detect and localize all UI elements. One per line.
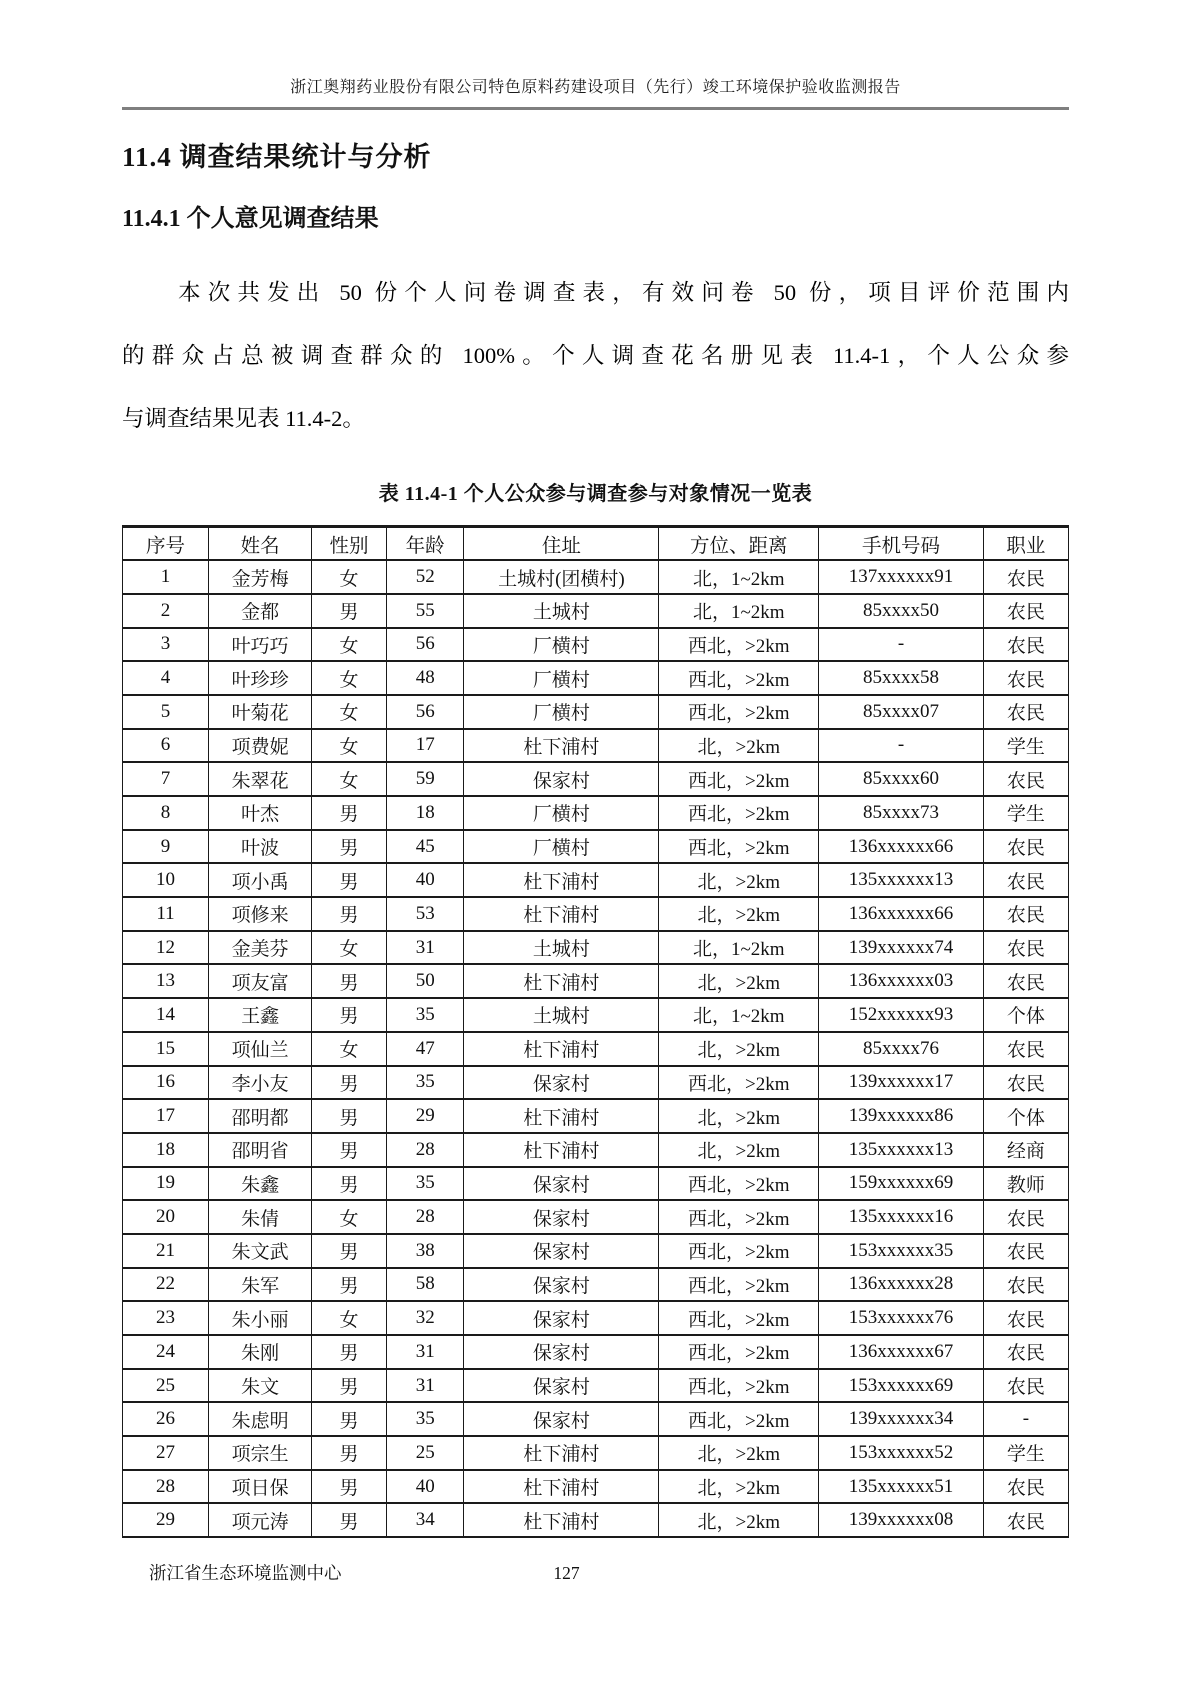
column-header-name: 姓名 xyxy=(209,527,312,561)
table-cell: 25 xyxy=(386,1436,464,1470)
table-cell: 2 xyxy=(123,594,209,628)
table-cell: 西北，>2km xyxy=(659,830,819,864)
table-cell: 27 xyxy=(123,1436,209,1470)
table-cell: 土城村 xyxy=(464,998,659,1032)
table-cell: 杜下浦村 xyxy=(464,863,659,897)
table-cell: 58 xyxy=(386,1268,464,1302)
table-cell: 男 xyxy=(312,1066,387,1100)
table-header xyxy=(123,527,1069,561)
table-cell: 农民 xyxy=(983,1234,1068,1268)
table-cell: 西北，>2km xyxy=(659,1268,819,1302)
table-cell: 8 xyxy=(123,796,209,830)
table-cell: 女 xyxy=(312,1032,387,1066)
table-cell: 北，>2km xyxy=(659,729,819,763)
table-cell: 48 xyxy=(386,661,464,695)
table-cell: 农民 xyxy=(983,931,1068,965)
table-cell: 北，1~2km xyxy=(659,594,819,628)
table-cell: 保家村 xyxy=(464,1200,659,1234)
table-cell: 保家村 xyxy=(464,1066,659,1100)
table-cell: 杜下浦村 xyxy=(464,1032,659,1066)
table-cell: 保家村 xyxy=(464,1167,659,1201)
table-cell: 15 xyxy=(123,1032,209,1066)
table-cell: 85xxxx60 xyxy=(819,762,984,796)
table-cell: 35 xyxy=(386,998,464,1032)
document-footer xyxy=(122,1561,1069,1585)
table-cell: 85xxxx73 xyxy=(819,796,984,830)
body-paragraph xyxy=(122,261,1069,450)
column-header-age: 年龄 xyxy=(386,527,464,561)
table-cell: 9 xyxy=(123,830,209,864)
table-cell: 女 xyxy=(312,695,387,729)
table-row xyxy=(123,830,1069,864)
table-cell: 153xxxxxx76 xyxy=(819,1301,984,1335)
table-cell: 女 xyxy=(312,729,387,763)
table-cell: 朱倩 xyxy=(209,1200,312,1234)
table-cell: 西北，>2km xyxy=(659,796,819,830)
subsection-heading: 11.4.1 个人意见调查结果 xyxy=(122,206,379,232)
table-cell: 西北，>2km xyxy=(659,661,819,695)
table-cell: 28 xyxy=(123,1470,209,1504)
table-cell: 西北，>2km xyxy=(659,1335,819,1369)
table-cell: 男 xyxy=(312,1234,387,1268)
table-cell: 土城村 xyxy=(464,931,659,965)
table-cell: 20 xyxy=(123,1200,209,1234)
table-cell: 农民 xyxy=(983,1470,1068,1504)
table-cell: 杜下浦村 xyxy=(464,1436,659,1470)
column-header-phone: 手机号码 xyxy=(819,527,984,561)
table-cell: 女 xyxy=(312,628,387,662)
table-cell: 北，1~2km xyxy=(659,998,819,1032)
table-cell: 西北，>2km xyxy=(659,1402,819,1436)
footer-organization: 浙江省生态环境监测中心 xyxy=(149,1563,342,1584)
table-cell: 邵明省 xyxy=(209,1133,312,1167)
table-row xyxy=(123,560,1069,594)
survey-table xyxy=(122,525,1069,1538)
table-cell: 个体 xyxy=(983,1099,1068,1133)
table-cell: 农民 xyxy=(983,560,1068,594)
table-cell: 农民 xyxy=(983,1301,1068,1335)
table-cell: 34 xyxy=(386,1503,464,1537)
table-cell: 北，1~2km xyxy=(659,560,819,594)
table-cell: 叶巧巧 xyxy=(209,628,312,662)
table-cell: 35 xyxy=(386,1167,464,1201)
table-cell: 王鑫 xyxy=(209,998,312,1032)
table-cell: 保家村 xyxy=(464,1369,659,1403)
table-cell: 男 xyxy=(312,1099,387,1133)
paragraph-line: 的群众占总被调查群众的 100%。个人调查花名册见表 11.4-1，个人公众参 xyxy=(122,343,1069,368)
table-cell: 农民 xyxy=(983,695,1068,729)
table-cell: 土城村 xyxy=(464,594,659,628)
table-cell: 男 xyxy=(312,1436,387,1470)
table-cell: 135xxxxxx51 xyxy=(819,1470,984,1504)
table-cell: 35 xyxy=(386,1066,464,1100)
table-row xyxy=(123,1335,1069,1369)
table-cell: 18 xyxy=(123,1133,209,1167)
table-cell: 17 xyxy=(386,729,464,763)
table-cell: 学生 xyxy=(983,1436,1068,1470)
table-cell: 项元涛 xyxy=(209,1503,312,1537)
table-cell: 项友富 xyxy=(209,964,312,998)
table-cell: 北，>2km xyxy=(659,863,819,897)
table-cell: 邵明都 xyxy=(209,1099,312,1133)
table-cell: 男 xyxy=(312,1268,387,1302)
table-cell: 153xxxxxx69 xyxy=(819,1369,984,1403)
table-cell: 136xxxxxx67 xyxy=(819,1335,984,1369)
table-cell: 18 xyxy=(386,796,464,830)
table-cell: 4 xyxy=(123,661,209,695)
table-cell: 朱翠花 xyxy=(209,762,312,796)
table-cell: 10 xyxy=(123,863,209,897)
table-cell: 85xxxx07 xyxy=(819,695,984,729)
table-cell: 7 xyxy=(123,762,209,796)
table-cell: 159xxxxxx69 xyxy=(819,1167,984,1201)
table-cell: 47 xyxy=(386,1032,464,1066)
table-cell: 项宗生 xyxy=(209,1436,312,1470)
table-cell: 西北，>2km xyxy=(659,1369,819,1403)
paragraph-line: 与调查结果见表 11.4-2。 xyxy=(122,406,365,431)
table-cell: 项修来 xyxy=(209,897,312,931)
table-cell: 朱文 xyxy=(209,1369,312,1403)
table-cell: 女 xyxy=(312,931,387,965)
table-cell: 56 xyxy=(386,695,464,729)
table-cell: 厂横村 xyxy=(464,796,659,830)
table-cell: 北，>2km xyxy=(659,1436,819,1470)
table-cell: 金美芬 xyxy=(209,931,312,965)
table-cell: 男 xyxy=(312,1402,387,1436)
table-cell: 北，>2km xyxy=(659,1470,819,1504)
table-cell: 男 xyxy=(312,594,387,628)
table-cell: 男 xyxy=(312,1369,387,1403)
table-cell: 13 xyxy=(123,964,209,998)
table-cell: 农民 xyxy=(983,830,1068,864)
table-cell: 男 xyxy=(312,863,387,897)
table-cell: 农民 xyxy=(983,628,1068,662)
table-cell: 保家村 xyxy=(464,1335,659,1369)
table-cell: 北，1~2km xyxy=(659,931,819,965)
table-cell: 农民 xyxy=(983,762,1068,796)
table-cell: 叶杰 xyxy=(209,796,312,830)
table-cell: 西北，>2km xyxy=(659,1234,819,1268)
table-cell: 136xxxxxx66 xyxy=(819,830,984,864)
table-cell: 农民 xyxy=(983,964,1068,998)
table-cell: 厂横村 xyxy=(464,628,659,662)
table-cell: 土城村(团横村) xyxy=(464,560,659,594)
table-cell: 21 xyxy=(123,1234,209,1268)
table-cell: 136xxxxxx28 xyxy=(819,1268,984,1302)
table-cell: 23 xyxy=(123,1301,209,1335)
table-cell: 女 xyxy=(312,1301,387,1335)
table-row xyxy=(123,1167,1069,1201)
table-body xyxy=(123,560,1069,1537)
table-cell: 19 xyxy=(123,1167,209,1201)
table-cell: 项小禹 xyxy=(209,863,312,897)
table-cell: 农民 xyxy=(983,1503,1068,1537)
table-cell: 31 xyxy=(386,1335,464,1369)
table-cell: 学生 xyxy=(983,729,1068,763)
table-cell: 40 xyxy=(386,1470,464,1504)
table-cell: 男 xyxy=(312,964,387,998)
table-cell: 1 xyxy=(123,560,209,594)
table-row xyxy=(123,796,1069,830)
table-cell: 52 xyxy=(386,560,464,594)
table-cell: 男 xyxy=(312,830,387,864)
table-cell: 男 xyxy=(312,796,387,830)
table-cell: 5 xyxy=(123,695,209,729)
table-cell: 厂横村 xyxy=(464,830,659,864)
column-header-gender: 性别 xyxy=(312,527,387,561)
table-cell: 28 xyxy=(386,1200,464,1234)
table-cell: 85xxxx76 xyxy=(819,1032,984,1066)
table-cell: 26 xyxy=(123,1402,209,1436)
table-row xyxy=(123,1402,1069,1436)
table-row xyxy=(123,628,1069,662)
table-cell: 31 xyxy=(386,931,464,965)
table-cell: 金都 xyxy=(209,594,312,628)
table-cell: 136xxxxxx66 xyxy=(819,897,984,931)
table-row xyxy=(123,729,1069,763)
paragraph-line: 本次共发出 50 份个人问卷调查表，有效问卷 50 份，项目评价范围内 xyxy=(178,280,1069,305)
table-cell: 保家村 xyxy=(464,1234,659,1268)
table-cell: 29 xyxy=(123,1503,209,1537)
table-cell: 17 xyxy=(123,1099,209,1133)
table-cell: 朱军 xyxy=(209,1268,312,1302)
table-cell: 农民 xyxy=(983,1032,1068,1066)
table-cell: 保家村 xyxy=(464,1402,659,1436)
document-header-title: 浙江奥翔药业股份有限公司特色原料药建设项目（先行）竣工环境保护验收监测报告 xyxy=(290,79,901,96)
section-heading: 11.4 调查结果统计与分析 xyxy=(122,142,432,172)
table-cell: 叶珍珍 xyxy=(209,661,312,695)
table-row xyxy=(123,1066,1069,1100)
table-cell: 叶波 xyxy=(209,830,312,864)
table-row xyxy=(123,1032,1069,1066)
table-cell: - xyxy=(983,1402,1068,1436)
table-cell: 厂横村 xyxy=(464,661,659,695)
table-row xyxy=(123,1503,1069,1537)
table-cell: 保家村 xyxy=(464,1301,659,1335)
table-cell: 137xxxxxx91 xyxy=(819,560,984,594)
table-cell: 男 xyxy=(312,1167,387,1201)
table-cell: 男 xyxy=(312,1503,387,1537)
table-cell: 38 xyxy=(386,1234,464,1268)
table-cell: 个体 xyxy=(983,998,1068,1032)
table-cell: 西北，>2km xyxy=(659,1200,819,1234)
table-cell: 杜下浦村 xyxy=(464,897,659,931)
table-row xyxy=(123,594,1069,628)
table-cell: 西北，>2km xyxy=(659,762,819,796)
table-cell: 女 xyxy=(312,1200,387,1234)
table-cell: 项仙兰 xyxy=(209,1032,312,1066)
table-cell: 叶菊花 xyxy=(209,695,312,729)
table-row xyxy=(123,1133,1069,1167)
table-cell: 项费妮 xyxy=(209,729,312,763)
table-row xyxy=(123,964,1069,998)
table-cell: 35 xyxy=(386,1402,464,1436)
table-row xyxy=(123,762,1069,796)
table-cell: 西北，>2km xyxy=(659,695,819,729)
table-cell: 6 xyxy=(123,729,209,763)
table-cell: 保家村 xyxy=(464,762,659,796)
table-cell: 农民 xyxy=(983,1066,1068,1100)
table-cell: 136xxxxxx03 xyxy=(819,964,984,998)
table-cell: 135xxxxxx16 xyxy=(819,1200,984,1234)
table-cell: 135xxxxxx13 xyxy=(819,863,984,897)
table-cell: 22 xyxy=(123,1268,209,1302)
page-number: 127 xyxy=(553,1563,580,1584)
table-cell: 14 xyxy=(123,998,209,1032)
table-cell: 西北，>2km xyxy=(659,628,819,662)
table-cell: 16 xyxy=(123,1066,209,1100)
table-cell: 西北，>2km xyxy=(659,1066,819,1100)
table-cell: 农民 xyxy=(983,1335,1068,1369)
table-row xyxy=(123,661,1069,695)
table-cell: - xyxy=(819,729,984,763)
table-row xyxy=(123,1234,1069,1268)
table-cell: 135xxxxxx13 xyxy=(819,1133,984,1167)
table-cell: 139xxxxxx74 xyxy=(819,931,984,965)
table-cell: 朱虑明 xyxy=(209,1402,312,1436)
table-cell: 40 xyxy=(386,863,464,897)
table-cell: 杜下浦村 xyxy=(464,1503,659,1537)
table-cell: 139xxxxxx17 xyxy=(819,1066,984,1100)
table-cell: - xyxy=(819,628,984,662)
column-header-address: 住址 xyxy=(464,527,659,561)
table-cell: 朱鑫 xyxy=(209,1167,312,1201)
table-cell: 厂横村 xyxy=(464,695,659,729)
table-cell: 女 xyxy=(312,661,387,695)
table-cell: 朱刚 xyxy=(209,1335,312,1369)
table-cell: 31 xyxy=(386,1369,464,1403)
table-row xyxy=(123,1436,1069,1470)
table-cell: 北，>2km xyxy=(659,1503,819,1537)
table-cell: 男 xyxy=(312,1470,387,1504)
table-cell: 男 xyxy=(312,1335,387,1369)
table-cell: 杜下浦村 xyxy=(464,1099,659,1133)
table-cell: 金芳梅 xyxy=(209,560,312,594)
table-cell: 北，>2km xyxy=(659,1032,819,1066)
table-caption: 表 11.4-1 个人公众参与调查参与对象情况一览表 xyxy=(378,483,813,505)
table-cell: 学生 xyxy=(983,796,1068,830)
table-row xyxy=(123,1200,1069,1234)
table-cell: 男 xyxy=(312,998,387,1032)
table-cell: 杜下浦村 xyxy=(464,964,659,998)
table-cell: 153xxxxxx52 xyxy=(819,1436,984,1470)
table-cell: 53 xyxy=(386,897,464,931)
table-cell: 农民 xyxy=(983,1200,1068,1234)
header-divider-rule xyxy=(122,107,1069,110)
column-header-index: 序号 xyxy=(123,527,209,561)
table-cell: 北，>2km xyxy=(659,897,819,931)
table-cell: 农民 xyxy=(983,661,1068,695)
table-cell: 北，>2km xyxy=(659,964,819,998)
table-row xyxy=(123,998,1069,1032)
column-header-direction: 方位、距离 xyxy=(659,527,819,561)
table-header-row xyxy=(123,527,1069,561)
table-cell: 项日保 xyxy=(209,1470,312,1504)
table-cell: 139xxxxxx08 xyxy=(819,1503,984,1537)
table-row xyxy=(123,1301,1069,1335)
table-cell: 杜下浦村 xyxy=(464,1470,659,1504)
table-cell: 西北，>2km xyxy=(659,1167,819,1201)
table-cell: 农民 xyxy=(983,1268,1068,1302)
table-cell: 24 xyxy=(123,1335,209,1369)
table-row xyxy=(123,897,1069,931)
table-cell: 12 xyxy=(123,931,209,965)
table-cell: 西北，>2km xyxy=(659,1301,819,1335)
table-cell: 杜下浦村 xyxy=(464,1133,659,1167)
table-cell: 29 xyxy=(386,1099,464,1133)
table-cell: 朱小丽 xyxy=(209,1301,312,1335)
table-cell: 杜下浦村 xyxy=(464,729,659,763)
column-header-occupation: 职业 xyxy=(983,527,1068,561)
table-cell: 25 xyxy=(123,1369,209,1403)
table-cell: 男 xyxy=(312,897,387,931)
table-cell: 50 xyxy=(386,964,464,998)
table-cell: 农民 xyxy=(983,897,1068,931)
table-row xyxy=(123,695,1069,729)
table-cell: 经商 xyxy=(983,1133,1068,1167)
table-row xyxy=(123,1369,1069,1403)
table-cell: 北，>2km xyxy=(659,1133,819,1167)
table-cell: 女 xyxy=(312,762,387,796)
table-row xyxy=(123,1470,1069,1504)
table-cell: 女 xyxy=(312,560,387,594)
table-cell: 56 xyxy=(386,628,464,662)
table-row xyxy=(123,863,1069,897)
table-cell: 153xxxxxx35 xyxy=(819,1234,984,1268)
table-cell: 139xxxxxx86 xyxy=(819,1099,984,1133)
table-cell: 男 xyxy=(312,1133,387,1167)
table-cell: 45 xyxy=(386,830,464,864)
table-cell: 农民 xyxy=(983,594,1068,628)
table-row xyxy=(123,1268,1069,1302)
table-cell: 85xxxx58 xyxy=(819,661,984,695)
table-cell: 139xxxxxx34 xyxy=(819,1402,984,1436)
table-row xyxy=(123,1099,1069,1133)
table-cell: 3 xyxy=(123,628,209,662)
table-cell: 55 xyxy=(386,594,464,628)
table-cell: 152xxxxxx93 xyxy=(819,998,984,1032)
table-row xyxy=(123,931,1069,965)
table-cell: 59 xyxy=(386,762,464,796)
table-cell: 朱文武 xyxy=(209,1234,312,1268)
table-cell: 李小友 xyxy=(209,1066,312,1100)
table-cell: 28 xyxy=(386,1133,464,1167)
table-cell: 32 xyxy=(386,1301,464,1335)
table-cell: 85xxxx50 xyxy=(819,594,984,628)
table-cell: 农民 xyxy=(983,1369,1068,1403)
table-cell: 北，>2km xyxy=(659,1099,819,1133)
table-cell: 保家村 xyxy=(464,1268,659,1302)
table-cell: 11 xyxy=(123,897,209,931)
table-cell: 教师 xyxy=(983,1167,1068,1201)
table-cell: 农民 xyxy=(983,863,1068,897)
